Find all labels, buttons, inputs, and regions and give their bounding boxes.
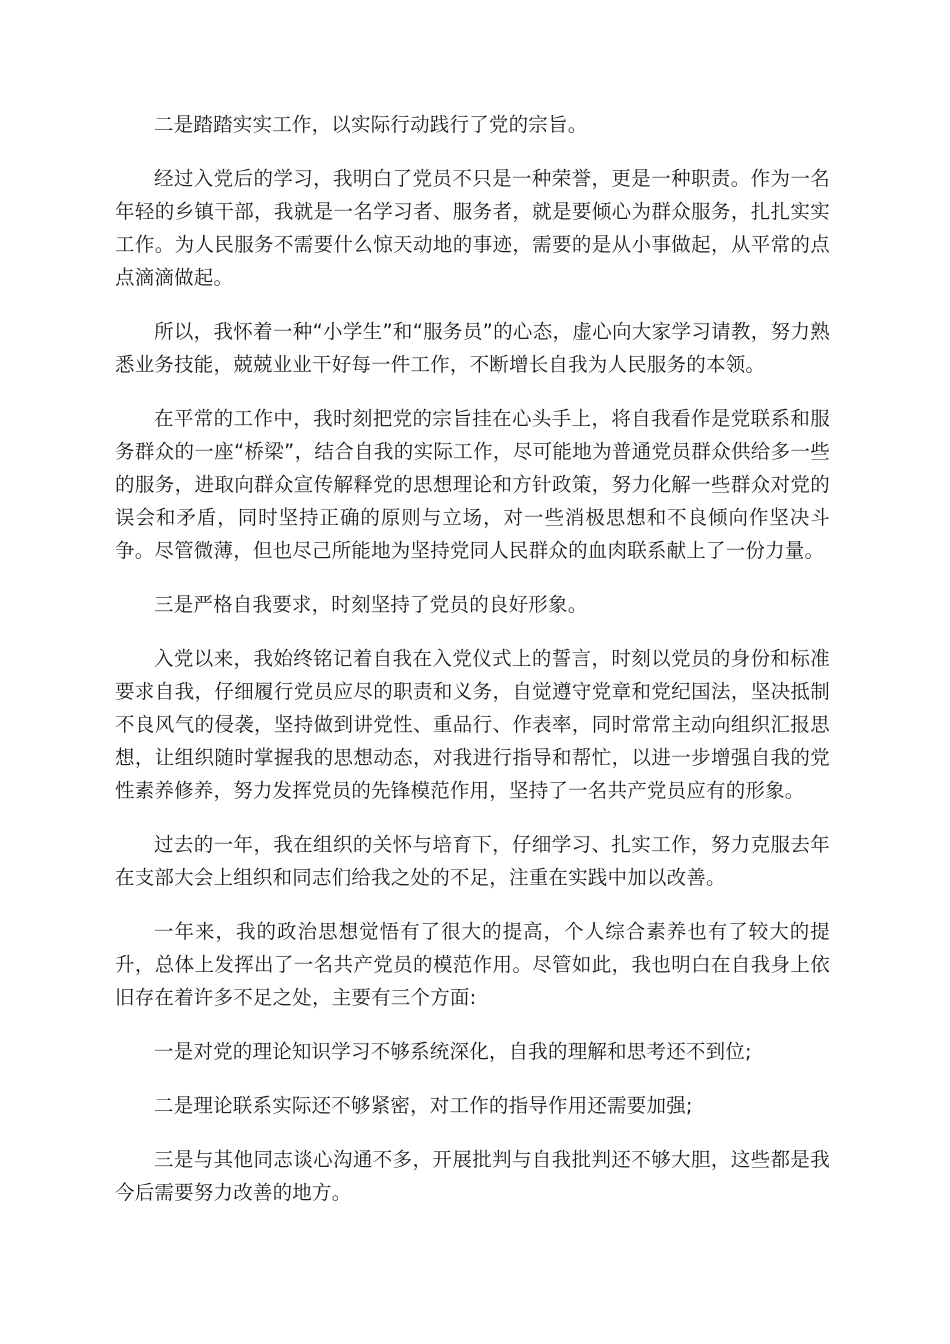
paragraph: 二是理论联系实际还不够紧密，对工作的指导作用还需要加强; <box>154 1094 693 1117</box>
paragraph: 经过入党后的学习，我明白了党员不只是一种荣誉，更是一种职责。作为一名年轻的乡镇干部，我就是一名学习者、服务者，就是要倾心为群众服务，扎扎实实工作。为人民服务不需要什么惊天动地的事迹，需要的是从小事做起，从平常的点点滴滴做起。 <box>115 167 830 289</box>
paragraph: 三是严格自我要求，时刻坚持了党员的良好形象。 <box>154 593 588 616</box>
paragraph: 入党以来，我始终铭记着自我在入党仪式上的誓言，时刻以党员的身份和标准要求自我，仔细履行党员应尽的职责和义务，自觉遵守党章和党纪国法，坚决抵制不良风气的侵袭，坚持做到讲党性、重品行、作表率，同时常常主动向组织汇报思想，让组织随时掌握我的思想动态，对我进行指导和帮忙，以进一步增强自我的党性素养修养，努力发挥党员的先锋模范作用，坚持了一名共产党员应有的形象。 <box>115 647 830 802</box>
paragraph: 一年来，我的政治思想觉悟有了很大的提高，个人综合素养也有了较大的提升，总体上发挥出了一名共产党员的模范作用。尽管如此，我也明白在自我身上依旧存在着许多不足之处，主要有三个方面: <box>115 920 830 1009</box>
paragraph: 一是对党的理论知识学习不够系统深化，自我的理解和思考还不到位; <box>154 1040 752 1063</box>
document-body <box>115 108 830 1230</box>
paragraph: 三是与其他同志谈心沟通不多，开展批判与自我批判还不够大胆，这些都是我今后需要努力改善的地方。 <box>115 1148 830 1204</box>
paragraph: 过去的一年，我在组织的关怀与培育下，仔细学习、扎实工作，努力克服去年在支部大会上组织和同志们给我之处的不足，注重在实践中加以改善。 <box>115 833 830 889</box>
paragraph: 所以，我怀着一种“小学生”和“服务员”的心态，虚心向大家学习请教，努力熟悉业务技能，兢兢业业干好每一件工作，不断增长自我为人民服务的本领。 <box>115 320 830 376</box>
paragraph: 二是踏踏实实工作，以实际行动践行了党的宗旨。 <box>154 113 588 136</box>
paragraph: 在平常的工作中，我时刻把党的宗旨挂在心头手上，将自我看作是党联系和服务群众的一座“桥梁”，结合自我的实际工作，尽可能地为普通党员群众供给多一些的服务，进取向群众宣传解释党的思想理论和方针政策，努力化解一些群众对党的误会和矛盾，同时坚持正确的原则与立场，对一些消极思想和不良倾向作坚决斗争。尽管微薄，但也尽己所能地为坚持党同人民群众的血肉联系献上了一份力量。 <box>115 407 830 562</box>
